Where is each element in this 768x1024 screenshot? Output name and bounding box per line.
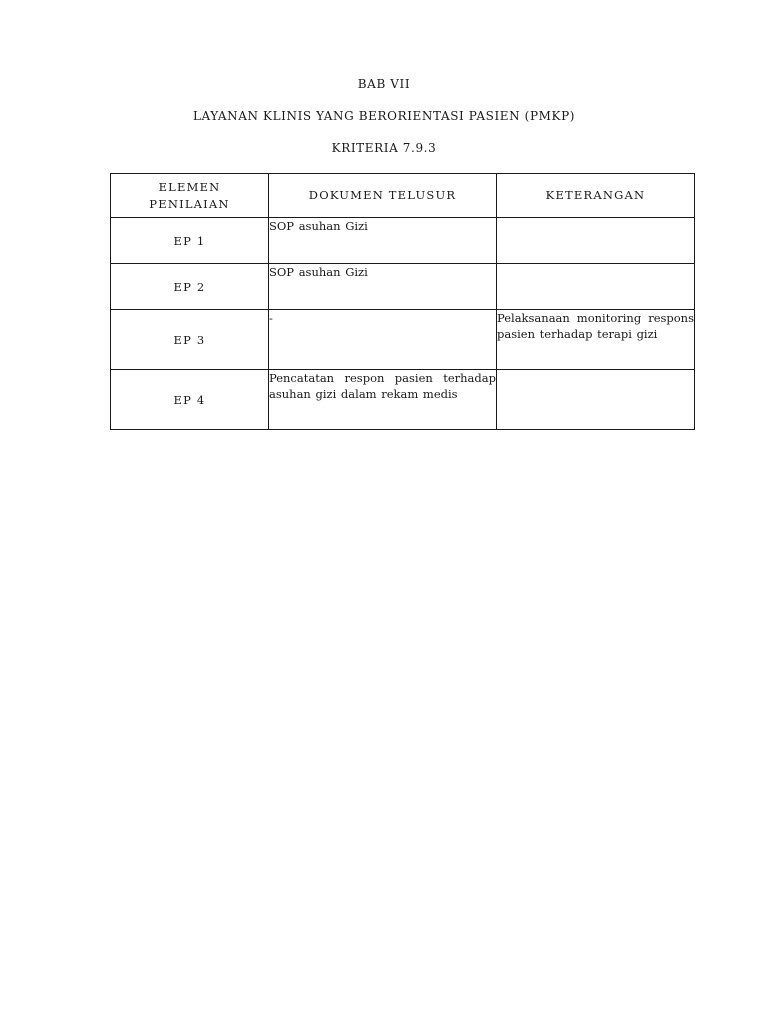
note-cell: Pelaksanaan monitoring respons pasien terhadap terapi gizi: [497, 310, 695, 370]
table-row: [111, 264, 695, 310]
note-cell: [497, 218, 695, 264]
header-elemen-line1: ELEMEN: [158, 179, 221, 194]
header-elemen-line2: PENILAIAN: [149, 196, 230, 211]
document-cell: -: [269, 310, 497, 370]
table-row: [111, 310, 695, 370]
element-cell: EP 2: [111, 264, 269, 310]
header-elemen-penilaian: [111, 174, 269, 218]
note-cell: [497, 370, 695, 430]
chapter-heading: BAB VII: [357, 77, 411, 91]
table-header-row: [111, 174, 695, 218]
element-cell: EP 4: [111, 370, 269, 430]
document-cell: Pencatatan respon pasien terhadap asuhan gizi dalam rekam medis: [269, 370, 497, 430]
header-dokumen-telusur: DOKUMEN TELUSUR: [269, 174, 497, 218]
note-cell: [497, 264, 695, 310]
table-row: [111, 218, 695, 264]
criteria-heading: KRITERIA 7.9.3: [331, 141, 437, 155]
header-keterangan: KETERANGAN: [497, 174, 695, 218]
document-cell: SOP asuhan Gizi: [269, 218, 497, 264]
element-cell: EP 1: [111, 218, 269, 264]
table-row: [111, 370, 695, 430]
assessment-table: [110, 173, 695, 430]
document-cell: SOP asuhan Gizi: [269, 264, 497, 310]
element-cell: EP 3: [111, 310, 269, 370]
document-title: LAYANAN KLINIS YANG BERORIENTASI PASIEN (PMKP): [192, 109, 576, 123]
